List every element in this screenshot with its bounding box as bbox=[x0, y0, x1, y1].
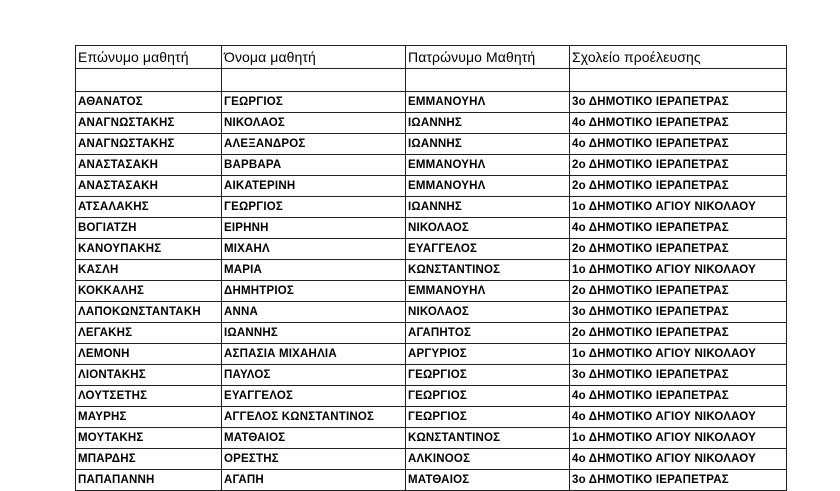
empty-cell bbox=[222, 69, 406, 92]
cell-origin-school: 3ο ΔΗΜΟΤΙΚΟ ΙΕΡΑΠΕΤΡΑΣ bbox=[570, 365, 787, 386]
cell-first-name: ΓΕΩΡΓΙΟΣ bbox=[222, 197, 406, 218]
cell-surname: ΛΟΥΤΣΕΤΗΣ bbox=[76, 386, 222, 407]
cell-father-name: ΕΜΜΑΝΟΥΗΛ bbox=[406, 155, 570, 176]
cell-first-name: ΙΩΑΝΝΗΣ bbox=[222, 323, 406, 344]
cell-first-name: ΟΡΕΣΤΗΣ bbox=[222, 449, 406, 470]
cell-origin-school: 4ο ΔΗΜΟΤΙΚΟ ΙΕΡΑΠΕΤΡΑΣ bbox=[570, 218, 787, 239]
cell-origin-school: 3ο ΔΗΜΟΤΙΚΟ ΙΕΡΑΠΕΤΡΑΣ bbox=[570, 302, 787, 323]
cell-father-name: ΑΛΚΙΝΟΟΣ bbox=[406, 449, 570, 470]
cell-father-name: ΓΕΩΡΓΙΟΣ bbox=[406, 365, 570, 386]
cell-origin-school: 4ο ΔΗΜΟΤΙΚΟ ΙΕΡΑΠΕΤΡΑΣ bbox=[570, 113, 787, 134]
cell-origin-school: 1ο ΔΗΜΟΤΙΚΟ ΑΓΙΟΥ ΝΙΚΟΛΑΟΥ bbox=[570, 428, 787, 449]
cell-first-name: ΑΛΕΞΑΝΔΡΟΣ bbox=[222, 134, 406, 155]
cell-father-name: ΙΩΑΝΝΗΣ bbox=[406, 113, 570, 134]
cell-origin-school: 2ο ΔΗΜΟΤΙΚΟ ΙΕΡΑΠΕΤΡΑΣ bbox=[570, 323, 787, 344]
cell-surname: ΒΟΓΙΑΤΖΗ bbox=[76, 218, 222, 239]
cell-first-name: ΕΙΡΗΝΗ bbox=[222, 218, 406, 239]
cell-surname: ΑΝΑΓΝΩΣΤΑΚΗΣ bbox=[76, 134, 222, 155]
table-row bbox=[76, 92, 787, 113]
cell-first-name: ΒΑΡΒΑΡΑ bbox=[222, 155, 406, 176]
empty-cell bbox=[406, 69, 570, 92]
cell-father-name: ΓΕΩΡΓΙΟΣ bbox=[406, 407, 570, 428]
cell-father-name: ΓΕΩΡΓΙΟΣ bbox=[406, 386, 570, 407]
empty-cell bbox=[76, 69, 222, 92]
cell-surname: ΑΤΣΑΛΑΚΗΣ bbox=[76, 197, 222, 218]
table-row bbox=[76, 197, 787, 218]
cell-surname: ΑΝΑΣΤΑΣΑΚΗ bbox=[76, 155, 222, 176]
cell-origin-school: 3ο ΔΗΜΟΤΙΚΟ ΙΕΡΑΠΕΤΡΑΣ bbox=[570, 92, 787, 113]
cell-surname: ΚΟΚΚΑΛΗΣ bbox=[76, 281, 222, 302]
table-row bbox=[76, 428, 787, 449]
cell-first-name: ΑΝΝΑ bbox=[222, 302, 406, 323]
cell-origin-school: 1ο ΔΗΜΟΤΙΚΟ ΑΓΙΟΥ ΝΙΚΟΛΑΟΥ bbox=[570, 197, 787, 218]
cell-first-name: ΜΑΡΙΑ bbox=[222, 260, 406, 281]
cell-father-name: ΕΥΑΓΓΕΛΟΣ bbox=[406, 239, 570, 260]
cell-origin-school: 2ο ΔΗΜΟΤΙΚΟ ΙΕΡΑΠΕΤΡΑΣ bbox=[570, 155, 787, 176]
cell-surname: ΑΘΑΝΑΤΟΣ bbox=[76, 92, 222, 113]
header-surname: Επώνυμο μαθητή bbox=[76, 46, 222, 69]
table-row bbox=[76, 470, 787, 491]
table-row bbox=[76, 323, 787, 344]
table-row bbox=[76, 365, 787, 386]
student-list-sheet bbox=[75, 45, 787, 491]
cell-first-name: ΓΕΩΡΓΙΟΣ bbox=[222, 92, 406, 113]
header-father-name: Πατρώνυμο Μαθητή bbox=[406, 46, 570, 69]
cell-origin-school: 4ο ΔΗΜΟΤΙΚΟ ΑΓΙΟΥ ΝΙΚΟΛΑΟΥ bbox=[570, 449, 787, 470]
cell-surname: ΜΑΥΡΗΣ bbox=[76, 407, 222, 428]
cell-father-name: ΙΩΑΝΝΗΣ bbox=[406, 197, 570, 218]
cell-origin-school: 2ο ΔΗΜΟΤΙΚΟ ΙΕΡΑΠΕΤΡΑΣ bbox=[570, 176, 787, 197]
student-table bbox=[75, 45, 787, 491]
cell-origin-school: 4ο ΔΗΜΟΤΙΚΟ ΑΓΙΟΥ ΝΙΚΟΛΑΟΥ bbox=[570, 407, 787, 428]
cell-father-name: ΝΙΚΟΛΑΟΣ bbox=[406, 218, 570, 239]
cell-origin-school: 1ο ΔΗΜΟΤΙΚΟ ΑΓΙΟΥ ΝΙΚΟΛΑΟΥ bbox=[570, 344, 787, 365]
table-row bbox=[76, 218, 787, 239]
cell-surname: ΑΝΑΓΝΩΣΤΑΚΗΣ bbox=[76, 113, 222, 134]
cell-father-name: ΚΩΝΣΤΑΝΤΙΝΟΣ bbox=[406, 428, 570, 449]
cell-surname: ΚΑΝΟΥΠΑΚΗΣ bbox=[76, 239, 222, 260]
table-row bbox=[76, 281, 787, 302]
cell-surname: ΛΕΜΟΝΗ bbox=[76, 344, 222, 365]
table-row bbox=[76, 113, 787, 134]
table-row bbox=[76, 407, 787, 428]
table-row bbox=[76, 176, 787, 197]
cell-surname: ΛΑΠΟΚΩΝΣΤΑΝΤΑΚΗ bbox=[76, 302, 222, 323]
cell-surname: ΜΟΥΤΑΚΗΣ bbox=[76, 428, 222, 449]
table-row bbox=[76, 386, 787, 407]
cell-surname: ΠΑΠΑΠΑΝΝΗ bbox=[76, 470, 222, 491]
cell-origin-school: 4ο ΔΗΜΟΤΙΚΟ ΙΕΡΑΠΕΤΡΑΣ bbox=[570, 386, 787, 407]
table-row bbox=[76, 239, 787, 260]
table-row bbox=[76, 449, 787, 470]
table-row bbox=[76, 134, 787, 155]
cell-origin-school: 3ο ΔΗΜΟΤΙΚΟ ΙΕΡΑΠΕΤΡΑΣ bbox=[570, 470, 787, 491]
cell-origin-school: 2ο ΔΗΜΟΤΙΚΟ ΙΕΡΑΠΕΤΡΑΣ bbox=[570, 281, 787, 302]
cell-father-name: ΑΡΓΥΡΙΟΣ bbox=[406, 344, 570, 365]
table-row bbox=[76, 344, 787, 365]
cell-surname: ΛΙΟΝΤΑΚΗΣ bbox=[76, 365, 222, 386]
cell-father-name: ΝΙΚΟΛΑΟΣ bbox=[406, 302, 570, 323]
cell-first-name: ΝΙΚΟΛΑΟΣ bbox=[222, 113, 406, 134]
cell-first-name: ΑΙΚΑΤΕΡΙΝΗ bbox=[222, 176, 406, 197]
cell-first-name: ΑΓΑΠΗ bbox=[222, 470, 406, 491]
header-origin-school: Σχολείο προέλευσης bbox=[570, 46, 787, 69]
cell-father-name: ΑΓΑΠΗΤΟΣ bbox=[406, 323, 570, 344]
table-row bbox=[76, 302, 787, 323]
cell-father-name: ΕΜΜΑΝΟΥΗΛ bbox=[406, 281, 570, 302]
empty-cell bbox=[570, 69, 787, 92]
cell-first-name: ΑΓΓΕΛΟΣ ΚΩΝΣΤΑΝΤΙΝΟΣ bbox=[222, 407, 406, 428]
header-first-name: Όνομα μαθητή bbox=[222, 46, 406, 69]
cell-origin-school: 1ο ΔΗΜΟΤΙΚΟ ΑΓΙΟΥ ΝΙΚΟΛΑΟΥ bbox=[570, 260, 787, 281]
cell-first-name: ΜΙΧΑΗΛ bbox=[222, 239, 406, 260]
cell-surname: ΛΕΓΑΚΗΣ bbox=[76, 323, 222, 344]
cell-surname: ΑΝΑΣΤΑΣΑΚΗ bbox=[76, 176, 222, 197]
cell-surname: ΚΑΣΛΗ bbox=[76, 260, 222, 281]
empty-row bbox=[76, 69, 787, 92]
table-row bbox=[76, 155, 787, 176]
cell-origin-school: 4ο ΔΗΜΟΤΙΚΟ ΙΕΡΑΠΕΤΡΑΣ bbox=[570, 134, 787, 155]
cell-first-name: ΔΗΜΗΤΡΙΟΣ bbox=[222, 281, 406, 302]
header-row bbox=[76, 46, 787, 69]
table-row bbox=[76, 260, 787, 281]
cell-first-name: ΠΑΥΛΟΣ bbox=[222, 365, 406, 386]
cell-surname: ΜΠΑΡΔΗΣ bbox=[76, 449, 222, 470]
cell-first-name: ΑΣΠΑΣΙΑ ΜΙΧΑΗΛΙΑ bbox=[222, 344, 406, 365]
cell-father-name: ΚΩΝΣΤΑΝΤΙΝΟΣ bbox=[406, 260, 570, 281]
cell-father-name: ΜΑΤΘΑΙΟΣ bbox=[406, 470, 570, 491]
cell-origin-school: 2ο ΔΗΜΟΤΙΚΟ ΙΕΡΑΠΕΤΡΑΣ bbox=[570, 239, 787, 260]
cell-first-name: ΜΑΤΘΑΙΟΣ bbox=[222, 428, 406, 449]
cell-father-name: ΕΜΜΑΝΟΥΗΛ bbox=[406, 92, 570, 113]
cell-first-name: ΕΥΑΓΓΕΛΟΣ bbox=[222, 386, 406, 407]
cell-father-name: ΕΜΜΑΝΟΥΗΛ bbox=[406, 176, 570, 197]
cell-father-name: ΙΩΑΝΝΗΣ bbox=[406, 134, 570, 155]
